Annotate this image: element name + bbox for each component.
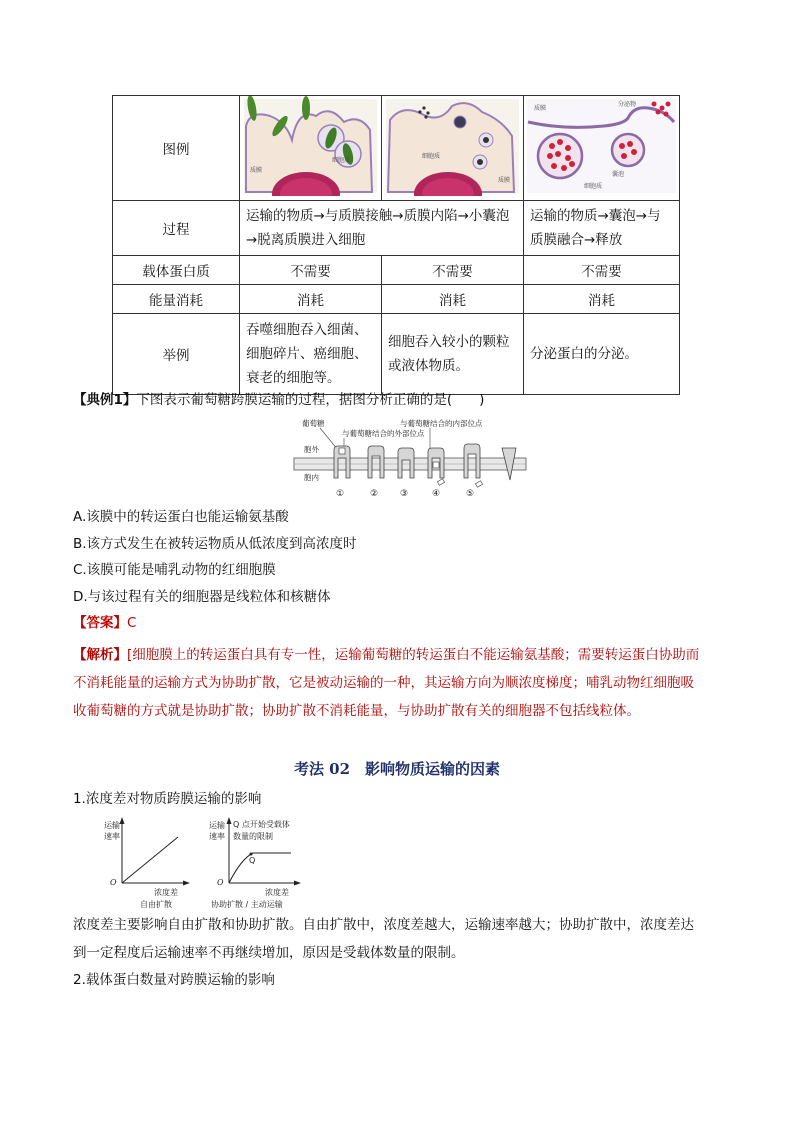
label-inner-site: 与葡萄糖结合的内部位点	[400, 419, 483, 428]
analysis-tag: 【解析】	[73, 647, 127, 663]
analysis-line-2: 不消耗能量的运输方式为协助扩散，它是被动运输的一种，其运输方向为顺浓度梯度；哺乳动物红细胞吸	[73, 675, 694, 691]
label-inside: 胞内	[304, 473, 319, 482]
origin-2: O	[217, 878, 224, 887]
row-label: 过程	[113, 201, 240, 256]
process-exocytosis: 运输的物质→囊泡→与质膜融合→释放	[524, 201, 680, 256]
para-line-2: 到一定程度后运输速率不再继续增加，原因是受载体数量的限制。	[73, 945, 465, 961]
example-tag: 【典例1】	[73, 392, 137, 408]
item-2-heading: 2.载体蛋白数量对跨膜运输的影响	[73, 972, 275, 988]
analysis-block	[73, 641, 733, 725]
cell-value: 不需要	[382, 256, 524, 285]
label-membrane: 质膜	[498, 177, 511, 184]
cell-value: 消耗	[524, 285, 680, 314]
table-row	[113, 96, 680, 201]
step-3: ③	[400, 489, 409, 499]
ylabel-1-b: 速率	[104, 832, 120, 841]
explanation-paragraph	[73, 911, 723, 967]
origin-1: O	[110, 878, 117, 887]
note-2-a: Q 点开始受载体	[233, 820, 290, 829]
step-1: ①	[336, 489, 345, 499]
table-row	[113, 314, 680, 395]
label-membrane: 质膜	[534, 105, 547, 112]
xlabel-2: 浓度差	[265, 888, 289, 897]
process-endocytosis: 运输的物质→与质膜接触→质膜内陷→小囊泡→脱离质膜进入细胞	[240, 201, 524, 256]
row-label: 举例	[113, 314, 240, 395]
phagocytosis-figure	[240, 96, 381, 196]
label-vesicle: 囊泡	[612, 171, 625, 178]
ylabel-2-a: 运输	[209, 821, 225, 830]
label-glucose: 葡萄糖	[302, 419, 325, 428]
para-line-1: 浓度差主要影响自由扩散和协助扩散。自由扩散中，浓度差越大，运输速率越大；协助扩散中，浓度差达	[73, 917, 694, 933]
cell-value: 细胞吞入较小的颗粒或液体物质。	[382, 314, 524, 395]
example-question	[73, 390, 484, 410]
table-row	[113, 201, 680, 256]
comparison-table	[112, 95, 680, 395]
cell-value: 不需要	[240, 256, 382, 285]
cell-value: 不需要	[524, 256, 680, 285]
step-5: ⑤	[466, 489, 475, 499]
note-2-b: 数量的限制	[233, 832, 273, 841]
item-1-heading: 1.浓度差对物质跨膜运输的影响	[73, 791, 262, 807]
figure-cell-phagocytosis	[240, 96, 382, 201]
caption-2: 协助扩散 / 主动运输	[211, 900, 283, 909]
ylabel-2-b: 速率	[209, 832, 225, 841]
caption-1: 自由扩散	[140, 900, 172, 909]
cell-value: 消耗	[382, 285, 524, 314]
ylabel-1-a: 运输	[104, 821, 120, 830]
cell-value: 吞噬细胞吞入细菌、细胞碎片、癌细胞、衰老的细胞等。	[240, 314, 382, 395]
label-secretion: 分泌物	[618, 101, 637, 108]
label-cytoplasm: 细胞质	[584, 183, 603, 190]
label-cytoplasm: 细胞质	[332, 157, 351, 164]
question-text: 下图表示葡萄糖跨膜运输的过程，据图分析正确的是( )	[136, 392, 485, 408]
answer-line	[73, 613, 136, 633]
analysis-line-1: [细胞膜上的转运蛋白具有专一性，运输葡萄糖的转运蛋白不能运输氨基酸；需要转运蛋白协助而	[127, 647, 700, 663]
table-row	[113, 256, 680, 285]
label-cytoplasm: 细胞质	[422, 153, 441, 160]
row-label: 载体蛋白质	[113, 256, 240, 285]
figure-cell-exocytosis	[524, 96, 680, 201]
graph-facilitated-diffusion	[205, 815, 320, 910]
row-label: 能量消耗	[113, 285, 240, 314]
option-b: B.该方式发生在被转运物质从低浓度到高浓度时	[73, 536, 357, 552]
answer-tag: 【答案】	[73, 615, 127, 631]
glucose-transport-figure	[290, 414, 530, 500]
step-2: ②	[370, 489, 379, 499]
row-label: 图例	[113, 96, 240, 201]
pinocytosis-figure	[382, 96, 523, 196]
step-4: ④	[432, 489, 441, 499]
figure-cell-pinocytosis	[382, 96, 524, 201]
table-row	[113, 285, 680, 314]
analysis-line-3: 收葡萄糖的方式就是协助扩散；协助扩散不消耗能量，与协助扩散有关的细胞器不包括线粒体。	[73, 703, 640, 719]
cell-value: 消耗	[240, 285, 382, 314]
answer-value: C	[127, 615, 137, 631]
option-d: D.与该过程有关的细胞器是线粒体和核糖体	[73, 589, 331, 605]
section-title: 考法 02 影响物质运输的因素	[293, 760, 501, 778]
label-outside: 胞外	[304, 445, 319, 454]
exocytosis-figure	[524, 96, 679, 196]
point-q: Q	[249, 856, 256, 865]
xlabel-1: 浓度差	[154, 888, 178, 897]
option-a: A.该膜中的转运蛋白也能运输氨基酸	[73, 509, 289, 525]
cell-value: 分泌蛋白的分泌。	[524, 314, 680, 395]
label-membrane: 质膜	[250, 167, 263, 174]
label-outer-site: 与葡萄糖结合的外部位点	[342, 429, 425, 438]
option-c: C.该膜可能是哺乳动物的红细胞膜	[73, 562, 276, 578]
graph-free-diffusion	[100, 815, 195, 910]
